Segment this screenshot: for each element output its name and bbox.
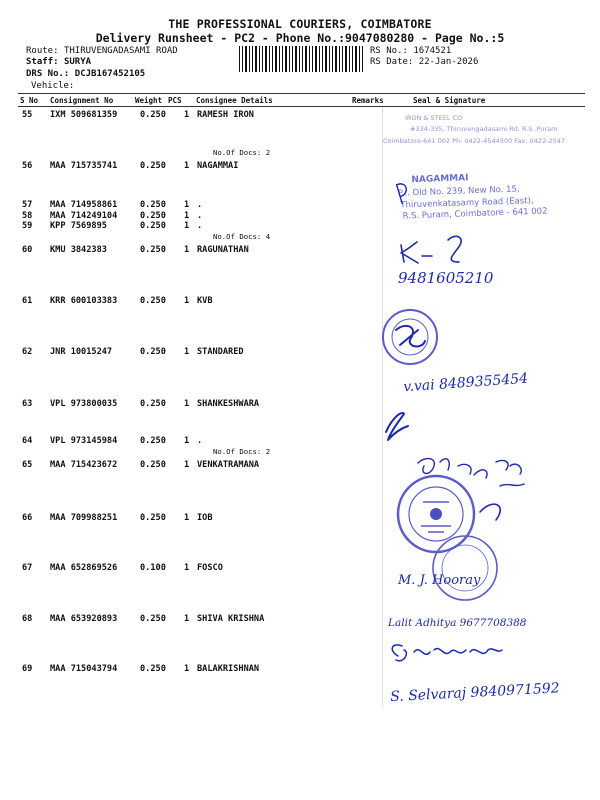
cell-pcs: 1 <box>184 245 190 255</box>
cell-weight: 0.250 <box>140 161 166 171</box>
cell-pcs: 1 <box>184 347 190 357</box>
signature-ragunathan <box>398 236 494 287</box>
cell-consignment: MAA 653920893 <box>50 614 118 624</box>
cell-pcs: 1 <box>184 436 190 446</box>
cell-consignment: KRR 600103383 <box>50 296 118 306</box>
rs-no-value: 1674521 <box>413 46 452 56</box>
cell-sno: 61 <box>22 296 33 306</box>
stamp-56-line3: Thiruvenkatasamy Road (East), <box>400 195 534 211</box>
col-consignee: Consignee Details <box>196 96 273 105</box>
cell-pcs: 1 <box>184 563 190 573</box>
cell-consignment: MAA 714249104 <box>50 211 118 221</box>
cell-consignment: MAA 715735741 <box>50 161 118 171</box>
signature-shankeshwara <box>386 413 408 440</box>
cell-consignee: IOB <box>197 513 213 523</box>
cell-consignee: BALAKRISHNAN <box>197 664 260 674</box>
cell-weight: 0.250 <box>140 200 166 210</box>
staff-value: SURYA <box>63 57 92 67</box>
cell-consignment: IXM 509681359 <box>50 110 118 120</box>
cell-docs: No.Of Docs: 2 <box>213 447 271 456</box>
cell-weight: 0.250 <box>140 245 166 255</box>
cell-pcs: 1 <box>184 161 190 171</box>
cell-pcs: 1 <box>184 399 190 409</box>
stamp-ramesh-iron <box>383 114 565 145</box>
route-value: THIRUVENGADASAMI ROAD <box>63 46 178 56</box>
cell-pcs: 1 <box>184 211 190 221</box>
cell-consignee: NAGAMMAI <box>197 161 239 171</box>
cell-consignee: RAMESH IRON <box>197 110 254 120</box>
cell-pcs: 1 <box>184 296 190 306</box>
rs-date-value: 22-Jan-2026 <box>418 57 479 67</box>
cell-consignment: MAA 715043794 <box>50 664 118 674</box>
signature-tamil-69 <box>392 645 502 661</box>
cell-sno: 69 <box>22 664 33 674</box>
cell-sno: 59 <box>22 221 33 231</box>
signature-text-67: M. J. Hooray <box>398 573 481 588</box>
cell-weight: 0.250 <box>140 110 166 120</box>
cell-sno: 55 <box>22 110 33 120</box>
signature-phone-60: 9481605210 <box>398 269 494 287</box>
cell-consignee: FOSCO <box>197 563 223 573</box>
col-remarks: Remarks <box>352 96 384 105</box>
cell-docs: No.Of Docs: 2 <box>213 148 271 157</box>
cell-consignment: KMU 3842383 <box>50 245 107 255</box>
cell-consignee: STANDARED <box>197 347 244 357</box>
cell-consignment: VPL 973800035 <box>50 399 118 409</box>
cell-sno: 63 <box>22 399 33 409</box>
cell-sno: 58 <box>22 211 33 221</box>
cell-sno: 57 <box>22 200 33 210</box>
cell-consignment: MAA 714958861 <box>50 200 118 210</box>
cell-pcs: 1 <box>184 664 190 674</box>
cell-consignee: . <box>197 436 203 446</box>
col-sno: S No <box>20 96 39 105</box>
signature-balakrishnan <box>390 680 560 705</box>
round-seal-kvb <box>383 310 437 364</box>
drs-label: DRS No.: <box>26 69 70 79</box>
round-seal-fosco <box>397 536 497 600</box>
cell-consignment: MAA 715423672 <box>50 460 118 470</box>
cell-consignee: SHANKESHWARA <box>197 399 260 409</box>
cell-weight: 0.250 <box>140 614 166 624</box>
cell-weight: 0.250 <box>140 513 166 523</box>
col-pcs: PCS <box>168 96 182 105</box>
cell-pcs: 1 <box>184 110 190 120</box>
cell-consignee: VENKATRAMANA <box>197 460 260 470</box>
cell-weight: 0.250 <box>140 664 166 674</box>
route-label: Route: <box>26 46 59 56</box>
stamp-55-line1: IRON & STEEL CO <box>405 114 463 122</box>
stamp-nagammai <box>396 171 547 222</box>
cell-pcs: 1 <box>184 221 190 231</box>
cell-sno: 56 <box>22 161 33 171</box>
cell-pcs: 1 <box>184 460 190 470</box>
cell-sno: 64 <box>22 436 33 446</box>
cell-consignment: VPL 973145984 <box>50 436 118 446</box>
col-consignment: Consignment No <box>50 96 114 105</box>
cell-sno: 68 <box>22 614 33 624</box>
signature-standared <box>403 371 529 396</box>
cell-consignment: JNR 10015247 <box>50 347 113 357</box>
cell-sno: 65 <box>22 460 33 470</box>
col-weight: Weight <box>135 96 163 105</box>
cell-consignee: KVB <box>197 296 213 306</box>
rs-no-label: RS No.: <box>370 46 408 56</box>
drs-value: DCJB167452105 <box>74 69 146 79</box>
cell-docs: No.Of Docs: 4 <box>213 232 271 241</box>
cell-consignee: . <box>197 200 203 210</box>
page-subtitle: Delivery Runsheet - PC2 - Phone No.:9047080280 - Page No.:5 <box>95 31 505 45</box>
rs-date-label: RS Date: <box>370 57 414 67</box>
cell-consignee: RAGUNATHAN <box>197 245 249 255</box>
cell-pcs: 1 <box>184 513 190 523</box>
signature-text-69: S. Selvaraj 9840971592 <box>389 680 560 706</box>
cell-weight: 0.250 <box>140 460 166 470</box>
cell-consignee: SHIVA KRISHNA <box>197 614 265 624</box>
cell-consignment: MAA 652869526 <box>50 563 118 573</box>
stamp-55-line3: Coimbatore-641 002 Ph: 0422-4544500 Fax: 0422-2547 <box>383 137 565 145</box>
cell-weight: 0.100 <box>140 563 166 573</box>
col-seal: Seal & Signature <box>413 96 486 105</box>
stamp-56-line1: NAGAMMAI <box>411 173 469 186</box>
cell-consignment: MAA 709988251 <box>50 513 118 523</box>
signature-text-62: v.vai 8489355454 <box>402 370 529 396</box>
stamp-56-line2: P... Old No. 239, New No. 15, <box>397 184 520 199</box>
signature-text-68: Lalit Adhitya 9677708388 <box>388 617 527 629</box>
cell-sno: 67 <box>22 563 33 573</box>
cell-weight: 0.250 <box>140 211 166 221</box>
cell-consignment: KPP 7569895 <box>50 221 107 231</box>
stamp-55-line2: #334-335, Thiruvengadasami Rd, R.S. Puram <box>410 125 558 133</box>
stamp-56-line4: R.S. Puram, Coimbatore - 641 002 <box>402 206 548 222</box>
staff-label: Staff: <box>26 57 59 67</box>
cell-weight: 0.250 <box>140 296 166 306</box>
cell-sno: 60 <box>22 245 33 255</box>
cell-weight: 0.250 <box>140 221 166 231</box>
cell-consignee: . <box>197 211 203 221</box>
cell-weight: 0.250 <box>140 436 166 446</box>
cell-sno: 66 <box>22 513 33 523</box>
signature-venkatramana <box>418 459 524 486</box>
cell-weight: 0.250 <box>140 347 166 357</box>
cell-weight: 0.250 <box>140 399 166 409</box>
cell-consignee: . <box>197 221 203 231</box>
cell-pcs: 1 <box>184 200 190 210</box>
cell-pcs: 1 <box>184 614 190 624</box>
cell-sno: 62 <box>22 347 33 357</box>
page-title: THE PROFESSIONAL COURIERS, COIMBATORE <box>168 17 432 31</box>
vehicle-label: Vehicle: <box>31 81 75 91</box>
